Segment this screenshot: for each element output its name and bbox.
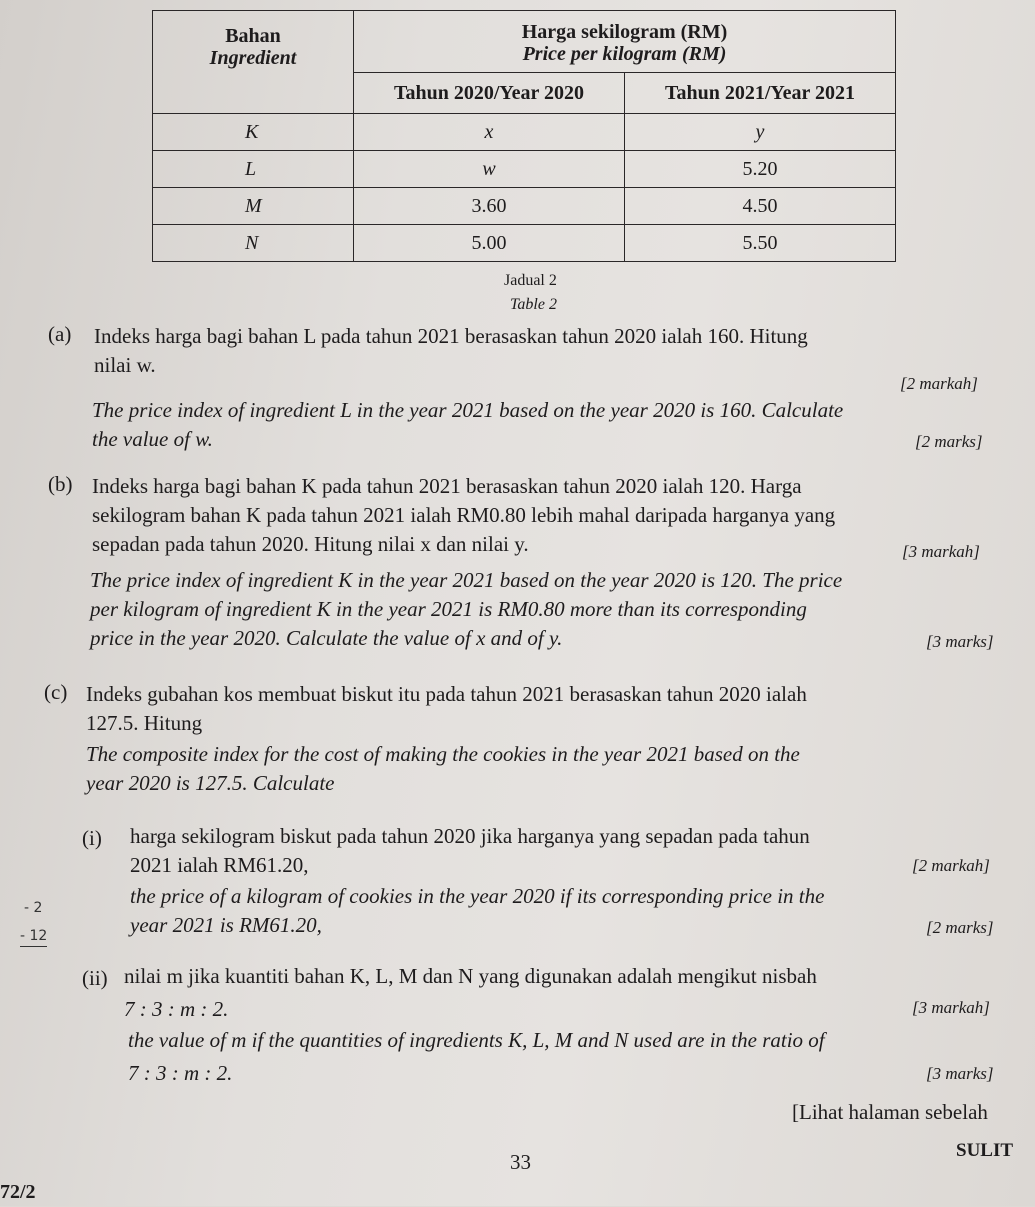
header-price: Harga sekilogram (RM) Price per kilogram (RM) — [354, 11, 896, 73]
question-a-ms: Indeks harga bagi bahan L pada tahun 2021 berasaskan tahun 2020 ialah 160. Hitung nilai w. — [94, 324, 808, 377]
footer-sulit: SULIT — [956, 1140, 1014, 1161]
question-c-ii-label: (ii) — [82, 966, 108, 990]
question-a-label: (a) — [48, 322, 72, 346]
question-b-label: (b) — [48, 472, 73, 496]
margin-note: - 12 — [20, 928, 47, 947]
question-b-en: The price index of ingredient K in the year 2021 based on the year 2020 is 120. The price per kilogram of ingredient K in the year 2021 is RM0.80 more than its corresponding price in the year 2020. Calculate the value of x and of y. — [90, 568, 843, 650]
question-c-ms: Indeks gubahan kos membuat biskut itu pada tahun 2021 berasaskan tahun 2020 ialah 127.5. Hitung — [86, 682, 807, 735]
question-a-en: The price index of ingredient L in the year 2021 based on the year 2020 is 160. Calculate the value of w. — [92, 398, 844, 451]
question-c-i-label: (i) — [82, 826, 102, 850]
question-a-marks-ms: [2 markah] — [900, 374, 978, 393]
question-c-i-en: the price of a kilogram of cookies in the year 2020 if its corresponding price in the year 2021 is RM61.20, — [130, 884, 825, 937]
question-c-label: (c) — [44, 680, 68, 704]
table-row: K x y — [153, 114, 896, 151]
table-caption-en: Table 2 — [510, 296, 557, 313]
margin-note: - 2 — [24, 900, 43, 916]
question-b-marks-ms: [3 markah] — [902, 542, 980, 561]
question-c-ii-en: the value of m if the quantities of ingredients K, L, M and N used are in the ratio of 7 : 3 : m : 2. — [128, 1028, 825, 1085]
question-b-ms: Indeks harga bagi bahan K pada tahun 2021 berasaskan tahun 2020 ialah 120. Harga sekilogram bahan K pada tahun 2021 ialah RM0.80 lebih mahal daripada harganya yang sepadan pada tahun 2020. Hitung nilai x dan nilai y. — [92, 474, 836, 556]
question-c-i-marks-en: [2 marks] — [926, 918, 994, 937]
price-table — [152, 10, 896, 262]
table-row: M 3.60 4.50 — [153, 188, 896, 225]
header-year-2021: Tahun 2021/Year 2021 — [625, 72, 896, 113]
table-caption-ms: Jadual 2 — [504, 272, 557, 289]
footer-lihat: [Lihat halaman sebelah — [792, 1100, 988, 1124]
question-b-marks-en: [3 marks] — [926, 632, 994, 651]
question-c-ii-marks-en: [3 marks] — [926, 1064, 994, 1083]
table-row: N 5.00 5.50 — [153, 225, 896, 262]
footer-code: 72/2 — [0, 1181, 36, 1203]
header-ingredient: Bahan Ingredient — [153, 11, 354, 114]
question-c-ii-marks-ms: [3 markah] — [912, 998, 990, 1017]
header-year-2020: Tahun 2020/Year 2020 — [354, 72, 625, 113]
question-c-i-marks-ms: [2 markah] — [912, 856, 990, 875]
footer-page-number: 33 — [510, 1150, 531, 1174]
question-c-en: The composite index for the cost of making the cookies in the year 2021 based on the year 2020 is 127.5. Calculate — [86, 742, 800, 795]
question-c-ii-ms: nilai m jika kuantiti bahan K, L, M dan N yang digunakan adalah mengikut nisbah 7 : 3 : m : 2. — [124, 964, 817, 1021]
table-row: L w 5.20 — [153, 151, 896, 188]
question-a-marks-en: [2 marks] — [915, 432, 983, 451]
question-c-i-ms: harga sekilogram biskut pada tahun 2020 jika harganya yang sepadan pada tahun 2021 ialah RM61.20, — [130, 824, 810, 877]
